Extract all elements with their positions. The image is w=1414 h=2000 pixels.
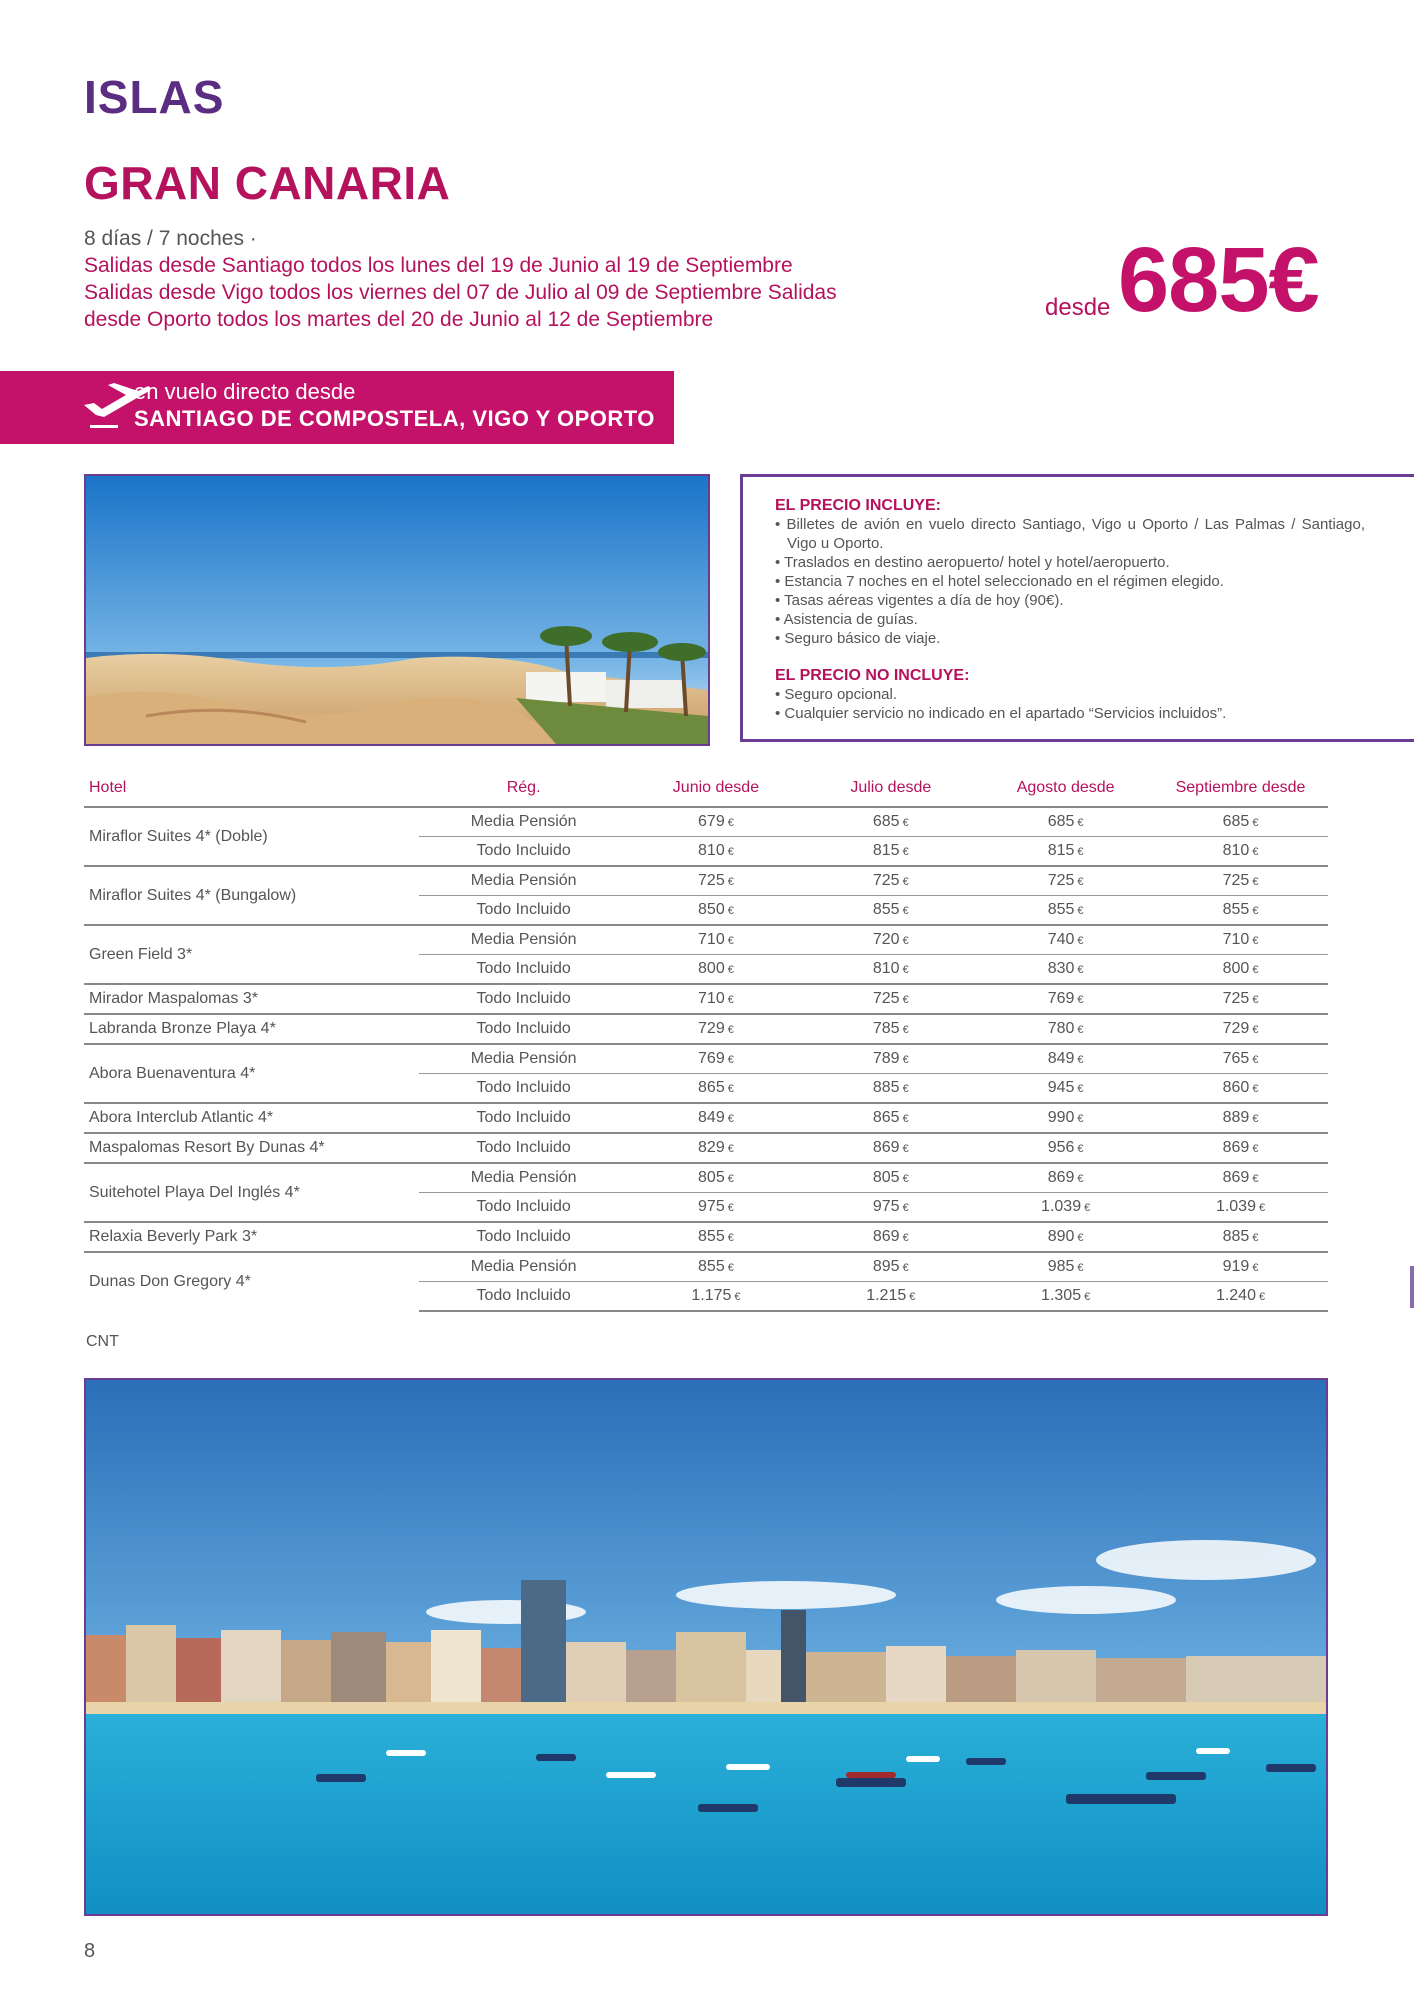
trip-duration: 8 días / 7 noches ·	[84, 227, 257, 250]
price-cell	[1153, 925, 1328, 955]
currency-symbol: €	[902, 905, 909, 917]
currency-symbol: €	[902, 846, 909, 858]
includes-item: • Traslados en destino aeropuerto/ hotel y hotel/aeropuerto.	[775, 553, 1365, 572]
hotel-name: Green Field 3*	[84, 925, 419, 984]
price-cell	[1153, 1044, 1328, 1074]
banner-line-2: SANTIAGO DE COMPOSTELA, VIGO Y OPORTO	[134, 406, 655, 431]
not-includes-title: EL PRECIO NO INCLUYE:	[775, 667, 970, 684]
price-value: 725	[872, 990, 900, 1007]
price-cell	[803, 984, 978, 1014]
currency-symbol: €	[1252, 905, 1259, 917]
currency-symbol: €	[1252, 994, 1259, 1006]
price-cell	[1153, 984, 1328, 1014]
price-value: 800	[698, 960, 725, 977]
price-value: 830	[1047, 960, 1075, 977]
price-cell	[1153, 896, 1328, 926]
price-cell	[1153, 1222, 1328, 1252]
regime: Media Pensión	[470, 813, 577, 830]
hotel-name: Mirador Maspalomas 3*	[84, 984, 419, 1014]
edge-tab-marker	[1410, 1266, 1414, 1308]
price-cell	[1153, 1193, 1328, 1223]
price-value: 710	[698, 931, 725, 948]
price-value: 685	[872, 813, 900, 830]
price-cell	[629, 1193, 804, 1223]
currency-symbol: €	[1077, 1262, 1084, 1274]
currency-symbol: €	[1252, 1054, 1259, 1066]
price-cell	[1153, 1103, 1328, 1133]
table-row	[84, 1252, 1328, 1282]
currency-symbol: €	[1077, 846, 1084, 858]
price-value: 725	[1222, 872, 1250, 889]
price-cell	[1153, 1252, 1328, 1282]
las-palmas-beach-photo	[84, 1378, 1328, 1916]
table-row	[84, 1222, 1328, 1252]
price-cell	[1153, 1074, 1328, 1104]
currency-symbol: €	[1084, 1202, 1091, 1214]
price-value: 729	[698, 1020, 725, 1037]
regime: Todo Incluido	[419, 1103, 629, 1133]
currency-symbol: €	[727, 1173, 734, 1185]
price-value: 780	[1047, 1020, 1075, 1037]
price-cell	[629, 1282, 804, 1312]
table-row	[84, 866, 1328, 896]
currency-symbol: €	[727, 1202, 734, 1214]
currency-symbol: €	[727, 905, 734, 917]
price-value: 869	[1222, 1139, 1250, 1156]
price-value: 805	[698, 1169, 725, 1186]
price-value: 865	[872, 1109, 900, 1126]
price-value: 945	[1047, 1079, 1075, 1096]
regime: Media Pensión	[419, 925, 629, 955]
currency-symbol: €	[1252, 876, 1259, 888]
currency-symbol: €	[902, 1202, 909, 1214]
price-value: 1.305	[1041, 1287, 1082, 1304]
hotel-name: Miraflor Suites 4* (Doble)	[89, 827, 268, 845]
currency-symbol: €	[1077, 1113, 1084, 1125]
regime: Todo Incluido	[419, 837, 629, 867]
currency-symbol: €	[1077, 817, 1084, 829]
price-value: 789	[872, 1050, 900, 1067]
currency-symbol: €	[1252, 1262, 1259, 1274]
price-cell	[978, 925, 1153, 955]
hotel-price-table	[84, 770, 1328, 1312]
price-cell	[1153, 1282, 1328, 1312]
currency-symbol: €	[902, 1173, 909, 1185]
price-cell	[629, 1044, 804, 1074]
price-value: 769	[698, 1050, 725, 1067]
hotel-name: Maspalomas Resort By Dunas 4*	[84, 1133, 419, 1163]
currency-symbol: €	[902, 1054, 909, 1066]
departure-line: desde Oporto todos los martes del 20 de Junio al 12 de Septiembre	[84, 308, 714, 331]
currency-symbol: €	[1258, 1202, 1266, 1214]
price-value: 685€	[1118, 229, 1319, 331]
currency-symbol: €	[727, 846, 734, 858]
price-value: 849	[698, 1109, 725, 1126]
price-cell	[803, 1014, 978, 1044]
direct-flight-banner	[0, 371, 674, 444]
currency-symbol: €	[1252, 1173, 1259, 1185]
price-cell	[978, 807, 1153, 837]
price-cell	[629, 1252, 804, 1282]
price-value: 869	[872, 1228, 900, 1245]
col-header-june: Junio desde	[672, 779, 760, 796]
price-cell	[629, 1222, 804, 1252]
price-cell	[803, 1133, 978, 1163]
price-cell	[629, 896, 804, 926]
table-row	[84, 925, 1328, 955]
table-row	[84, 984, 1328, 1014]
price-cell	[803, 1282, 978, 1312]
currency-symbol: €	[1077, 1024, 1084, 1036]
currency-symbol: €	[727, 876, 734, 888]
currency-symbol: €	[1252, 1113, 1259, 1125]
price-cell	[1153, 955, 1328, 985]
price-cell	[803, 896, 978, 926]
destination-title: GRAN CANARIA	[84, 157, 451, 209]
price-value: 725	[1047, 872, 1075, 889]
col-header-july: Julio desde	[850, 779, 932, 796]
hotel-name: Miraflor Suites 4* (Bungalow)	[84, 866, 419, 925]
price-cell	[629, 1133, 804, 1163]
price-value: 865	[698, 1079, 725, 1096]
price-cell	[629, 925, 804, 955]
price-cell	[978, 1044, 1153, 1074]
regime: Todo Incluido	[419, 1222, 629, 1252]
price-cell	[1153, 866, 1328, 896]
regime: Media Pensión	[419, 866, 629, 896]
price-cell	[803, 837, 978, 867]
includes-list	[775, 515, 1365, 648]
regime: Todo Incluido	[419, 896, 629, 926]
price-value: 725	[1222, 990, 1250, 1007]
price-value: 885	[872, 1079, 900, 1096]
currency-symbol: €	[1077, 1173, 1084, 1185]
regime: Todo Incluido	[419, 1133, 629, 1163]
price-value: 1.240	[1215, 1287, 1256, 1304]
price-cell	[803, 925, 978, 955]
currency-symbol: €	[1252, 846, 1259, 858]
price-cell	[978, 1014, 1153, 1044]
currency-symbol: €	[909, 1291, 916, 1303]
price-value: 869	[1222, 1169, 1250, 1186]
price-value: 890	[1047, 1228, 1075, 1245]
price-value: 889	[1222, 1109, 1250, 1126]
currency-symbol: €	[902, 876, 909, 888]
price-cell	[803, 1163, 978, 1193]
currency-symbol: €	[1252, 935, 1259, 947]
includes-title: EL PRECIO INCLUYE:	[775, 497, 941, 514]
regime: Media Pensión	[419, 1252, 629, 1282]
price-cell	[1153, 1133, 1328, 1163]
table-row	[84, 1014, 1328, 1044]
price-value: 769	[1047, 990, 1075, 1007]
table-header-row	[84, 770, 1328, 807]
price-value: 855	[698, 1258, 725, 1275]
col-header-regime: Rég.	[506, 779, 541, 796]
regime: Todo Incluido	[419, 1282, 629, 1312]
banner-line-1: en vuelo directo desde	[134, 379, 356, 404]
currency-symbol: €	[902, 1262, 909, 1274]
price-value: 720	[872, 931, 900, 948]
price-value: 860	[1222, 1079, 1250, 1096]
price-value: 855	[698, 1228, 725, 1245]
price-cell	[978, 837, 1153, 867]
currency-symbol: €	[727, 1024, 734, 1036]
currency-symbol: €	[1077, 1083, 1084, 1095]
price-value: 729	[1222, 1020, 1250, 1037]
price-value: 1.039	[1215, 1198, 1256, 1215]
regime: Todo Incluido	[419, 1074, 629, 1104]
table-note: CNT	[86, 1333, 119, 1350]
currency-symbol: €	[1077, 876, 1084, 888]
price-cell	[978, 1103, 1153, 1133]
price-value: 815	[1047, 842, 1075, 859]
price-cell	[978, 866, 1153, 896]
currency-symbol: €	[902, 1024, 909, 1036]
departure-line: Salidas desde Vigo todos los viernes del 07 de Julio al 09 de Septiembre Salidas	[84, 281, 837, 304]
price-cell	[803, 1044, 978, 1074]
currency-symbol: €	[727, 1143, 734, 1155]
table-row	[84, 1163, 1328, 1193]
price-cell	[629, 866, 804, 896]
price-value: 725	[872, 872, 900, 889]
price-value: 1.215	[866, 1287, 907, 1304]
price-value: 985	[1047, 1258, 1075, 1275]
currency-symbol: €	[727, 1054, 734, 1066]
not-includes-item: • Seguro opcional.	[775, 685, 1365, 704]
currency-symbol: €	[734, 1291, 741, 1303]
currency-symbol: €	[727, 1083, 734, 1095]
price-cell	[803, 1222, 978, 1252]
currency-symbol: €	[727, 935, 734, 947]
price-cell	[629, 1163, 804, 1193]
currency-symbol: €	[1252, 1143, 1259, 1155]
currency-symbol: €	[727, 1262, 734, 1274]
price-cell	[629, 1074, 804, 1104]
price-value: 850	[698, 901, 725, 918]
regime: Todo Incluido	[419, 984, 629, 1014]
includes-item: • Asistencia de guías.	[775, 610, 1365, 629]
regime: Media Pensión	[419, 1163, 629, 1193]
currency-symbol: €	[1252, 1024, 1259, 1036]
hotel-name: Suitehotel Playa Del Inglés 4*	[84, 1163, 419, 1222]
price-cell	[629, 837, 804, 867]
currency-symbol: €	[1077, 905, 1084, 917]
price-value: 679	[698, 813, 725, 830]
price-value: 1.175	[691, 1287, 732, 1304]
currency-symbol: €	[1077, 1232, 1084, 1244]
price-cell	[803, 866, 978, 896]
price-value: 956	[1047, 1139, 1075, 1156]
price-cell	[1153, 837, 1328, 867]
includes-item: • Tasas aéreas vigentes a día de hoy (90€).	[775, 591, 1365, 610]
currency-symbol: €	[1077, 1054, 1084, 1066]
price-value: 810	[698, 842, 725, 859]
regime: Media Pensión	[419, 1044, 629, 1074]
regime: Todo Incluido	[419, 955, 629, 985]
price-cell	[629, 1014, 804, 1044]
price-cell	[978, 896, 1153, 926]
price-cell	[629, 955, 804, 985]
price-value: 869	[872, 1139, 900, 1156]
price-cell	[978, 1193, 1153, 1223]
price-cell	[978, 1133, 1153, 1163]
price-value: 810	[1222, 842, 1250, 859]
price-value: 869	[1047, 1169, 1075, 1186]
table-row	[84, 1103, 1328, 1133]
hotel-name: Dunas Don Gregory 4*	[84, 1252, 419, 1311]
currency-symbol: €	[902, 964, 909, 976]
currency-symbol: €	[902, 935, 909, 947]
price-includes-box	[740, 474, 1414, 742]
price-cell	[803, 807, 978, 837]
currency-symbol: €	[727, 964, 734, 976]
price-value: 975	[698, 1198, 725, 1215]
price-cell	[629, 1103, 804, 1133]
table-row	[84, 807, 1328, 837]
currency-symbol: €	[1077, 935, 1084, 947]
currency-symbol: €	[1077, 994, 1084, 1006]
price-value: 765	[1222, 1050, 1250, 1067]
currency-symbol: €	[1252, 1232, 1259, 1244]
dunes-photo	[84, 474, 710, 746]
section-title: ISLAS	[84, 71, 225, 123]
price-cell	[978, 1282, 1153, 1312]
currency-symbol: €	[902, 994, 909, 1006]
currency-symbol: €	[902, 1143, 909, 1155]
price-cell	[1153, 1014, 1328, 1044]
price-cell	[978, 1163, 1153, 1193]
price-cell	[629, 807, 804, 837]
price-cell	[978, 955, 1153, 985]
price-value: 975	[872, 1198, 900, 1215]
price-cell	[978, 1252, 1153, 1282]
currency-symbol: €	[902, 1113, 909, 1125]
currency-symbol: €	[1252, 1083, 1259, 1095]
includes-item: • Billetes de avión en vuelo directo Santiago, Vigo u Oporto / Las Palmas / Santiago, Vigo u Oporto.	[775, 515, 1365, 553]
price-value: 919	[1222, 1258, 1250, 1275]
regime: Todo Incluido	[419, 1193, 629, 1223]
col-header-august: Agosto desde	[1016, 779, 1115, 796]
price-cell	[978, 984, 1153, 1014]
currency-symbol: €	[1077, 1143, 1084, 1155]
hotel-name: Labranda Bronze Playa 4*	[84, 1014, 419, 1044]
col-header-hotel: Hotel	[89, 779, 127, 796]
col-header-september: Septiembre desde	[1175, 779, 1306, 796]
price-value: 855	[1047, 901, 1075, 918]
price-value: 990	[1047, 1109, 1075, 1126]
currency-symbol: €	[902, 1083, 909, 1095]
price-cell	[803, 1074, 978, 1104]
price-value: 725	[698, 872, 725, 889]
price-cell	[978, 1074, 1153, 1104]
table-row	[84, 1133, 1328, 1163]
price-value: 829	[698, 1139, 725, 1156]
currency-symbol: €	[727, 1232, 734, 1244]
price-value: 740	[1047, 931, 1075, 948]
price-cell	[629, 984, 804, 1014]
currency-symbol: €	[1077, 964, 1084, 976]
price-value: 855	[1222, 901, 1250, 918]
price-value: 800	[1222, 960, 1250, 977]
price-cell	[1153, 807, 1328, 837]
currency-symbol: €	[727, 817, 734, 829]
price-value: 849	[1047, 1050, 1075, 1067]
price-value: 685	[1047, 813, 1075, 830]
currency-symbol: €	[727, 994, 734, 1006]
currency-symbol: €	[902, 1232, 909, 1244]
price-value: 855	[872, 901, 900, 918]
currency-symbol: €	[1252, 817, 1259, 829]
price-value: 810	[872, 960, 900, 977]
currency-symbol: €	[1258, 1291, 1266, 1303]
price-value: 1.039	[1041, 1198, 1082, 1215]
price-cell	[803, 955, 978, 985]
hotel-name: Abora Interclub Atlantic 4*	[84, 1103, 419, 1133]
price-value: 885	[1222, 1228, 1250, 1245]
price-cell	[978, 1222, 1153, 1252]
price-cell	[803, 1103, 978, 1133]
price-from-label: desde	[1045, 294, 1111, 321]
table-row	[84, 1044, 1328, 1074]
currency-symbol: €	[902, 817, 909, 829]
price-value: 710	[1222, 931, 1250, 948]
regime: Todo Incluido	[419, 1014, 629, 1044]
currency-symbol: €	[727, 1113, 734, 1125]
includes-item: • Estancia 7 noches en el hotel seleccionado en el régimen elegido.	[775, 572, 1365, 591]
not-includes-item: • Cualquier servicio no indicado en el apartado “Servicios incluidos”.	[775, 704, 1365, 723]
currency-symbol: €	[1252, 964, 1259, 976]
price-cell	[1153, 1163, 1328, 1193]
hotel-name: Abora Buenaventura 4*	[84, 1044, 419, 1103]
departure-line: Salidas desde Santiago todos los lunes del 19 de Junio al 19 de Septiembre	[84, 254, 793, 277]
not-includes-list	[775, 685, 1365, 723]
price-value: 805	[872, 1169, 900, 1186]
currency-symbol: €	[1084, 1291, 1091, 1303]
page-number: 8	[84, 1940, 96, 1962]
includes-item: • Seguro básico de viaje.	[775, 629, 1365, 648]
hotel-name: Relaxia Beverly Park 3*	[84, 1222, 419, 1252]
price-value: 710	[698, 990, 725, 1007]
price-value: 815	[872, 842, 900, 859]
price-value: 785	[872, 1020, 900, 1037]
price-cell	[803, 1193, 978, 1223]
price-cell	[803, 1252, 978, 1282]
price-value: 685	[1222, 813, 1250, 830]
price-value: 895	[872, 1258, 900, 1275]
